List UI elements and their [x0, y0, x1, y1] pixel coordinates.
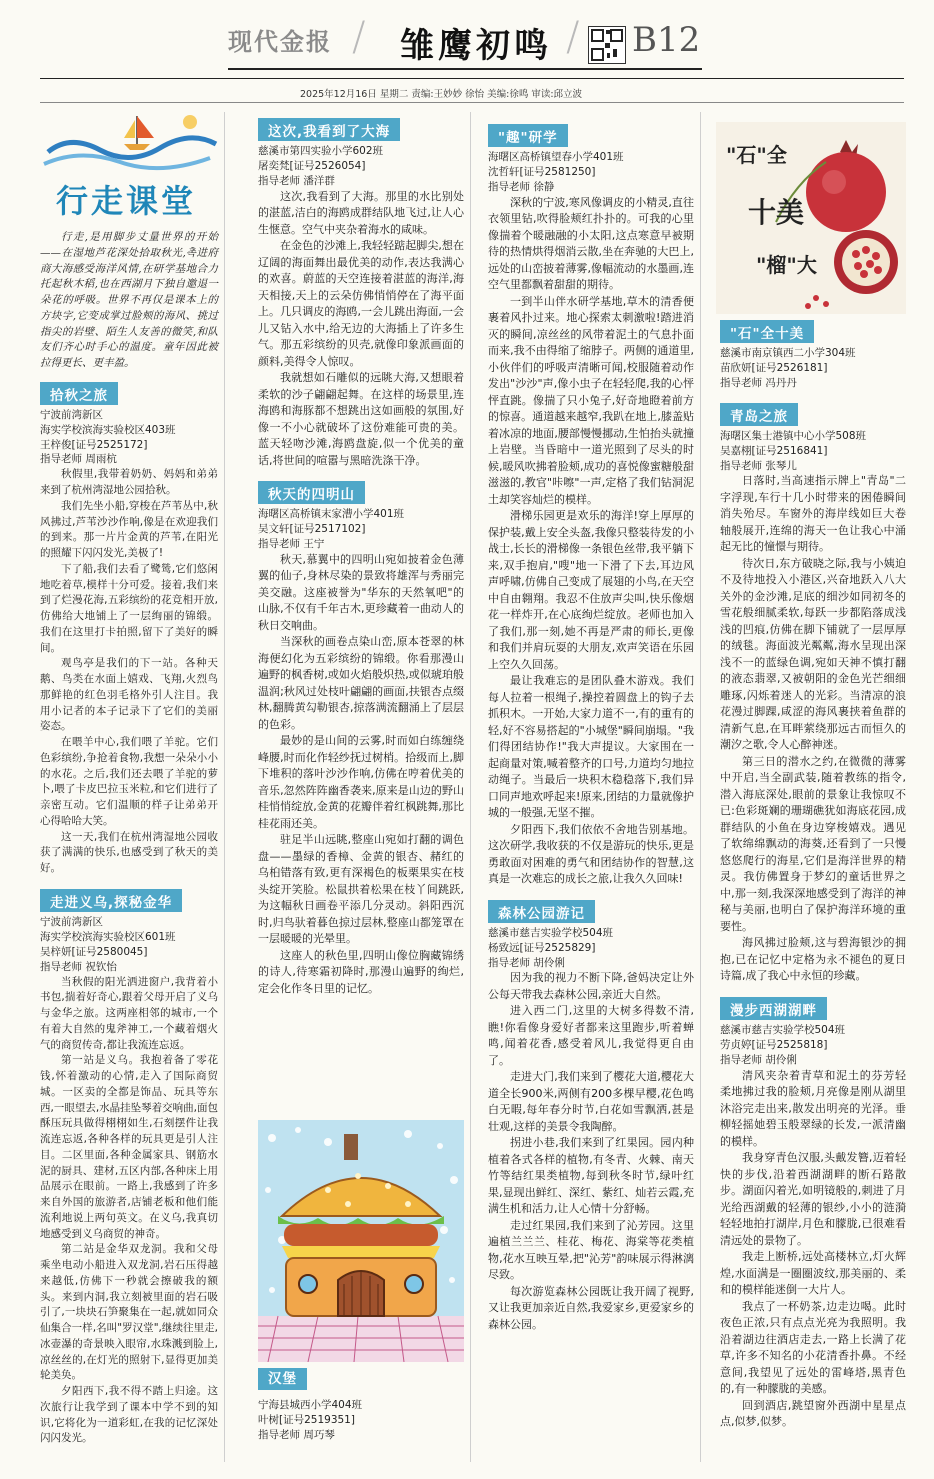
column-three [488, 124, 694, 1333]
dateline: 2025年12月16日 星期二 责编:王妙妙 徐怡 美编:徐鸣 审读:邱立波 [300, 89, 583, 100]
paragraph: 我走上断桥,远处高楼林立,灯火辉煌,水面满是一圈圈波纹,那美丽的、柔和的模样能迷倒一大片人。 [720, 1250, 906, 1297]
article-title: "石"全十美 [720, 320, 814, 343]
school-line: 慈溪市慈吉实验学校504班 [488, 926, 614, 939]
hamburger-drawing [258, 1120, 464, 1362]
paragraph: 拐进小巷,我们来到了红果园。园内种植着各式各样的植物,有冬青、火棘、南天竹等结红果类植物,每到秋冬时节,绿叶红果,显现出鲜红、深红、紫红、灿若云霞,充满生机和活力,让人心情十分舒畅。 [488, 1136, 694, 1216]
article-byline [720, 1023, 906, 1068]
article-sea [258, 118, 464, 469]
sailboat-waves-icon [40, 104, 218, 176]
paragraph: 最让我难忘的是团队叠木游戏。我们每人拉着一根绳子,操控着圆盘上的钩子去抓积木。一开始,大家力道不一,有的重有的轻,好不容易搭起的"小城堡"瞬间崩塌。"我们得团结协作!"我大声提议。大家围在一起商量对策,喊着整齐的口号,力道均匀地拉动绳子。当最后一块积木稳稳落下,我们异口同声地欢呼起来!原来,团结的力量就像护城的一般强,无坚不摧。 [488, 674, 694, 820]
author-line: 王梓俊[证号2525172] [40, 438, 148, 451]
paragraph: 日落时,当高速指示牌上"青岛"二字浮现,车行十几小时带来的困倦瞬间消失殆尽。车窗外的海岸线如巨大卷轴般展开,连绵的海天一色让我心中涌起无比的憧憬与期待。 [720, 474, 906, 554]
paragraph: 第二站是金华双龙洞。我和父母乘坐电动小船进入双龙洞,岩石压得越来越低,仿佛下一秒就会擦破我的额头。来到内洞,我立刻被里面的岩石吸引了,一块块石笋聚集在一起,就如同众仙集合一样,名叫"罗汉堂",继续往里走,冰壶瀑的奇景映入眼帘,水珠溅到脸上,凉丝丝的,在灯光的照射下,显得更加美轮美奂。 [40, 1243, 218, 1382]
paragraph: 走进大门,我们来到了樱花大道,樱花大道全长900米,两侧有200多棵早樱,花色鸣白无暇,每年春分时节,白花如雪飘洒,甚是壮观,这样的美景令我陶醉。 [488, 1070, 694, 1133]
paragraph: 夕阳西下,我们依依不舍地告别基地。这次研学,我收获的不仅是游玩的快乐,更是勇敢面对困难的勇气和团结协作的智慧,这真是一次难忘的成长之旅,让我久久回味! [488, 822, 694, 886]
masthead-divider: / [352, 14, 366, 60]
column-two [258, 118, 464, 997]
article-byline [40, 408, 218, 468]
column-divider [700, 112, 701, 1462]
paragraph: 一到半山伴水研学基地,草木的清香便裹着风扑过来。地心探索太刺激啦!踏进消灭的瞬间,凉丝丝的风带着泥土的气息扑面而来,我不由得缩了缩脖子。两侧的通道里,小伙伴们的呼吸声清晰可闻,校服随着动作发出"沙沙"声,像小虫子在轻轻爬,我的心怦怦直跳。像揣了只小兔子,好奇地瞪着前方的惊喜。通道越来越窄,我趴在地上,膝盖贴着冰凉的地面,腰部慢慢挪动,生怕抬头就撞上岩壁。当昏暗中一道光照到了尽头的时候,暖风吹拂着脸颊,成功的喜悦像蜜糖般甜滋滋的,教官"咔嚓"一声,定格了我们钻洞泥土却笑容灿烂的模样。 [488, 294, 694, 506]
school-line: 宁波前湾新区 [40, 408, 103, 421]
article-yiwu-jinhua [40, 889, 218, 1447]
paragraph: 我身穿青色汉服,头戴发簪,迈着轻快的步伐,沿着西湖湖畔的断石路散步。湖面闪着光,如明镜般的,刺进了月光给西湖戴的轻薄的银纱,小小的涟漪轻轻地拍打湖岸,月色和朦胧,已很难看清远处的景物了。 [720, 1151, 906, 1247]
school-line: 海曙区集士港镇中心小学508班 [720, 429, 867, 442]
paragraph: 秋假里,我带着奶奶、妈妈和弟弟来到了杭州湾湿地公园拾秋。 [40, 468, 218, 497]
newspaper-brand: 现代金报 [228, 28, 332, 56]
hamburger-house-image [258, 1120, 464, 1362]
paragraph: 当秋假的阳光洒进窗户,我背着小书包,揣着好奇心,跟着父母开启了义乌与金华之旅。这两座相邻的城市,一个有着大自然的鬼斧神工,一个藏着烟火气的商贸传奇,都让我流连忘返。 [40, 975, 218, 1051]
dateline-rule [40, 102, 904, 103]
paragraph: 第三日的潜水之约,在微微的薄雾中开启,当全副武装,随着教练的指令,潜入海底深处,眼前的景象让我惊叹不已:色彩斑斓的珊瑚礁犹如海底花园,成群结队的小鱼在身边穿梭嬉戏。遇见了软绵绵飘动的海葵,还看到了一只慢悠悠爬行的海星,它们是海洋世界的精灵。我仿佛置身于梦幻的童话世界之中,那一刻,我深深地感受到了海洋的神秘与美丽,也明白了保护海洋环境的重要性。 [720, 754, 906, 933]
paragraph: 最妙的是山间的云雾,时而如白练缠绕峰腰,时而化作轻纱抚过树梢。拾级而上,脚下堆积的落叶沙沙作响,仿佛在哼着优美的音乐,忽然阵阵幽香袭来,原来是山边的野山桂悄悄绽放,金黄的花瓣伴着红枫跳舞,那比桂花雨还美。 [258, 734, 464, 830]
paragraph: 回到酒店,跳望窗外西湖中星星点点,似梦,似梦。 [720, 1398, 906, 1429]
column-divider [470, 112, 471, 1462]
school-line: 慈溪市南京镇西二小学304班 [720, 347, 856, 359]
column-divider [224, 112, 225, 1462]
feature-intro-text: 行走,是用脚步丈量世界的开始——在湿地芦花深处拾取秋光,촉进府商大海感受海洋风情,在研学基地合力托起秋木稻,也在西湖月下独自邀退一朵花的呼吸。世界不再仅是课本上的方块字,它变成掌过脸颊的海风、挑过指尖的岩壁、陌生人友善的微笑,和队友们齐心时手心的温度。童年因此被拉得更长、更丰盈。 [40, 231, 218, 369]
teacher-line: 指导老师 王宁 [258, 538, 325, 551]
paragraph: 走过红果园,我们来到了沁芳园。这里遍植兰兰兰、桂花、梅花、海棠等花类植物,花水互映互晕,把"沁芳"韵味展示得淋漓尽致。 [488, 1218, 694, 1282]
feature-title: 行走课堂 [56, 182, 197, 220]
article-west-lake [720, 997, 906, 1431]
paragraph: 下了船,我们去看了鹭鸶,它们悠闲地吃着草,模样十分可爱。接着,我们来到了烂漫花海,五彩缤纷的花竞相开放,仿佛给大地铺上了一层绚丽的锦缎。我们在这里打卡拍照,留下了美好的瞬间。 [40, 562, 218, 654]
article-study-trip [488, 124, 694, 888]
author-line: 杨致远[证号2525829] [488, 941, 596, 954]
paragraph: 滑梯乐园更是欢乐的海洋!穿上厚厚的保护装,戴上安全头盔,我像只整装待发的小战士,长长的滑梯像一条银色丝带,我平躺下来,双手抱肩,"嗖"地一下滑了下去,耳边风声呼啸,仿佛自己变成了展翅的小鸟,在天空中自由翱翔。我忍不住放声尖叫,快乐像烟花一样炸开,在心底绚烂绽放。老师也加入了我们,那一刻,她不再是严肃的师长,更像和我们并肩玩耍的大朋友,欢声笑语在乐园上空久久回荡。 [488, 509, 694, 671]
paragraph: 这一天,我们在杭州湾湿地公园收获了满满的快乐,也感受到了秋天的美好。 [40, 830, 218, 875]
article-title: "趣"研学 [488, 124, 568, 147]
school-line: 海实学校滨海实验校区601班 [40, 930, 176, 943]
pomegranate-drawing [716, 122, 906, 314]
pomegranate-painting-image [716, 122, 906, 314]
article-title: 秋天的四明山 [258, 481, 365, 504]
paragraph: 每次游览森林公园既让我开阔了视野,又让我更加亲近自然,我爱家乡,更爱家乡的森林公园。 [488, 1284, 694, 1331]
author-line: 叶树[证号2519351] [258, 1413, 355, 1426]
author-line: 吴文轩[证号2517102] [258, 523, 366, 536]
school-line: 慈溪市慈吉实验学校504班 [720, 1023, 846, 1036]
article-title: 这次,我看到了大海 [258, 118, 400, 141]
article-byline [258, 507, 464, 552]
article-forest-park [488, 900, 694, 1334]
school-line: 海曙区高桥镇末家漕小学401班 [258, 508, 405, 521]
article-title: 拾秋之旅 [40, 382, 118, 405]
column-four [720, 320, 906, 1431]
school-line: 宁海县城西小学404班 [258, 1399, 363, 1412]
page-number: B12 [632, 20, 701, 60]
paragraph: 观鸟亭是我们的下一站。各种天鹅、鸟类在水面上嬉戏、飞翔,火烈鸟那鲜艳的红色羽毛格外引人注目。我用小记者的本子记录下了它们的美丽姿态。 [40, 657, 218, 733]
page-title: 雏鹰初鸣 [400, 26, 552, 66]
school-line: 海实学校滨海实验校区403班 [40, 423, 176, 436]
feature-block [40, 104, 218, 1447]
teacher-line: 指导老师 祝钦怡 [40, 960, 117, 973]
paragraph: 在喂羊中心,我们喂了羊驼。它们色彩缤纷,争抢着食物,我想一朵朵小小的水花。之后,我们还去喂了羊驼的萝卜,喂了卡皮巴拉玉米粒,和它们进行了亲密互动。它们温顺的样子让弟弟开心得哈哈大笑。 [40, 736, 218, 827]
article-title: 漫步西湖湖畔 [720, 997, 827, 1020]
author-line: 吴嘉栩[证号2516841] [720, 444, 828, 457]
paragraph: 夕阳西下,我不得不踏上归途。这次旅行让我学到了课本中学不到的知识,它将化为一道彩虹,在我的记忆深处闪闪发光。 [40, 1385, 218, 1445]
drawing-caption [258, 1368, 464, 1443]
teacher-line: 指导老师 胡伶俐 [720, 1053, 797, 1066]
paragraph: 清风夹杂着青草和泥土的芬芳轻柔地拂过我的脸颊,月亮像是刚从湖里沐浴完走出来,散发出明亮的光泽。垂柳轻摇她碧玉般翠绿的长发,一派清幽的模样。 [720, 1068, 906, 1148]
article-siming-mountain [258, 481, 464, 997]
author-line: 劳贞婷[证号2525818] [720, 1038, 828, 1051]
teacher-line: 指导老师 周巧琴 [258, 1428, 335, 1441]
feature-intro [40, 230, 218, 372]
article-byline [720, 429, 906, 474]
paragraph: 我们先坐小船,穿梭在芦苇丛中,秋风拂过,芦苇沙沙作响,像是在欢迎我们的到来。那一片片金黄的芦苇,在阳光的照耀下闪闪发光,美极了! [40, 499, 218, 560]
drawing-title: 汉堡 [258, 1368, 307, 1390]
article-byline [40, 915, 218, 975]
school-line: 宁波前湾新区 [40, 915, 103, 928]
painting-caption: "榴"大 [756, 253, 817, 277]
paragraph: 海风拂过脸颊,这与碧海银沙的拥抱,已在记忆中定格为永不褪色的夏日诗篇,成了我心中永恒的珍藏。 [720, 936, 906, 983]
masthead-rule [228, 68, 702, 70]
article-title: 青岛之旅 [720, 403, 798, 426]
teacher-line: 指导老师 徐静 [488, 180, 555, 193]
author-line: 屠奕梵[证号2526054] [258, 159, 366, 172]
author-line: 吴梓妍[证号2580045] [40, 945, 148, 958]
article-title: 森林公园游记 [488, 900, 595, 923]
paragraph: 深秋的宁波,寒风像调皮的小精灵,直往衣领里钻,吹得脸颊红扑扑的。可我的心里像揣着个暖融融的小太阳,这点寒意早被期待的热情烘得烟消云散,坐在奔驰的大巴上,远处的山峦披着薄雾,像幅流动的水墨画,连空气里都飘着甜甜的期待。 [488, 195, 694, 292]
paragraph: 进入西二门,这里的大树多得数不清,瞧!你看像身爱好者都来这里跑步,听着蝉鸣,闻着花香,感受着风儿,我觉得更自由了。 [488, 1004, 694, 1067]
school-line: 海曙区高桥镇望春小学401班 [488, 151, 624, 163]
top-rule [40, 78, 904, 79]
teacher-line: 指导老师 潘洋群 [258, 174, 335, 187]
article-byline [488, 926, 694, 971]
author-line: 苗欣妍[证号2526181] [720, 361, 828, 374]
paragraph: 在金色的沙滩上,我轻轻踮起脚尖,想在辽阔的海面舞出最优美的动作,表达我满心的欢喜。蔚蓝的天空连接着湛蓝的海洋,海天相接,天上的云朵仿佛悄悄停在了海平面上。几只调皮的海鸥,一会儿跳出海面,一会儿又钻入水中,给无边的大海插上了许多生气。那五彩缤纷的贝壳,就像印象派画面的颜料,美得令人惊叹。 [258, 239, 464, 368]
school-line: 慈溪市第四实验小学602班 [258, 145, 384, 157]
article-title: 走进义乌,探秘金华 [40, 889, 182, 912]
article-byline [258, 144, 464, 189]
painting-caption: "石"全 [726, 143, 787, 167]
article-qingdao [720, 403, 906, 985]
paragraph: 当深秋的画卷点染山峦,原本苍翠的林海便幻化为五彩缤纷的锦缎。你看那漫山遍野的枫香树,或如火焰般炽热,或似琥珀般温润;秋风过处枝叶翩翩的画面,扶银杏点缀林,翻腾黄勾勒银杏,掠落满流翻涌上了层层的色彩。 [258, 635, 464, 731]
paragraph: 驻足半山远眺,整座山宛如打翻的调色盘——墨绿的香樟、金黄的银杏、赭红的乌桕错落有致,更有深褐色的板栗果实在枝头绽开笑脸。松鼠拱着松果在枝丫间跳跃,为这幅秋日画卷平添几分灵动。斜阳西沉时,归鸟驮着暮色掠过层林,整座山都笼罩在一层暖暖的光晕里。 [258, 833, 464, 946]
painting-caption-block [720, 320, 906, 391]
paragraph: 待次日,东方破晓之际,我与小姨迫不及待地投入小港区,兴奋地跃入八大关外的金沙滩,足底的细沙如同初冬的雪花般细腻柔软,每跃一步都陷落成浅浅的凹痕,仿佛在脚下铺就了一层厚厚的绒毯。海面波光粼粼,海水呈现出深浅不一的蓝绿色调,宛如天神不慎打翻的液态翡翠,又被朝阳的金色光芒细细雕琢,闪烁着迷人的光彩。当清凉的浪花漫过脚踝,咸涩的海风裹挟着鱼群的清新气息,在耳畔萦绕那远古而恒久的潮汐之歌,令人心醉神迷。 [720, 556, 906, 752]
paragraph: 秋天,慕翼中的四明山宛如披着金色薄翼的仙子,身林尽染的景致将雄浑与秀丽完美交融。这座被誉为"华东的天然氧吧"的山脉,不仅有千年古木,更珍藏着一曲动人的秋日交响曲。 [258, 552, 464, 632]
painting-caption: 十美 [748, 196, 805, 229]
paragraph: 第一站是义乌。我抱着备了零花钱,怀着激动的心情,走入了国际商贸城。一区卖的全都是饰品、玩具等东西,一眼望去,水晶挂坠琴着交响曲,面包酥压玩具做得栩栩如生,石刻摆件让我流连忘返,各种各样的玩具更是引人注目。二区里面,各种金属家具、钢筋水泥的厨具、建材,五区内部,各种床上用品展示在眼前。一路上,我感到了许多来自外国的旅游者,店铺老板和他们能流利地说上两句英文。在义乌,我真切地感受到义乌商贸的神奇。 [40, 1054, 219, 1240]
article-byline [720, 346, 906, 391]
teacher-line: 指导老师 张琴儿 [720, 459, 797, 472]
article-autumn-trip [40, 382, 218, 877]
paragraph: 我就想如石雕似的远眺大海,又想眼着柔软的沙子翩翩起舞。在这样的场景里,连海鸥和海豚都不想跳出这如画般的氛围,好像一不小心就破坏了这份难能可贵的美。蓝天轻吻沙滩,海鸥盘旋,似一个优美的童话,将世间的喧嚣与黑暗洗涤干净。 [258, 371, 464, 467]
paragraph: 这次,我看到了大海。那里的水比别处的湛蓝,洁白的海鸥成群结队地飞过,让人心生惬意。空气中夹杂着海水的咸味。 [258, 189, 464, 236]
paragraph: 因为我的视力不断下降,爸妈决定让外公每天带我去森林公园,亲近大自然。 [488, 971, 694, 1001]
paragraph: 我点了一杯奶茶,边走边喝。此时夜色正浓,只有点点光亮为我照明。我沿着湖边往酒店走去,一路上长满了花草,许多不知名的小花清香扑鼻。不经意间,我望见了远处的雷峰塔,黑青色的,有一种朦胧的美感。 [720, 1299, 906, 1396]
qr-code-icon [588, 26, 626, 64]
teacher-line: 指导老师 冯丹丹 [720, 376, 797, 389]
teacher-line: 指导老师 胡伶俐 [488, 956, 565, 969]
teacher-line: 指导老师 周雨杭 [40, 453, 117, 466]
article-byline [488, 150, 694, 195]
masthead-divider: / [566, 14, 580, 60]
paragraph: 这座人的秋色里,四明山像位胸藏锦绣的诗人,待寒霜初降时,那漫山遍野的绚烂,定会化作冬日里的记忆。 [258, 948, 464, 995]
author-line: 沈哲轩[证号2581250] [488, 165, 596, 178]
